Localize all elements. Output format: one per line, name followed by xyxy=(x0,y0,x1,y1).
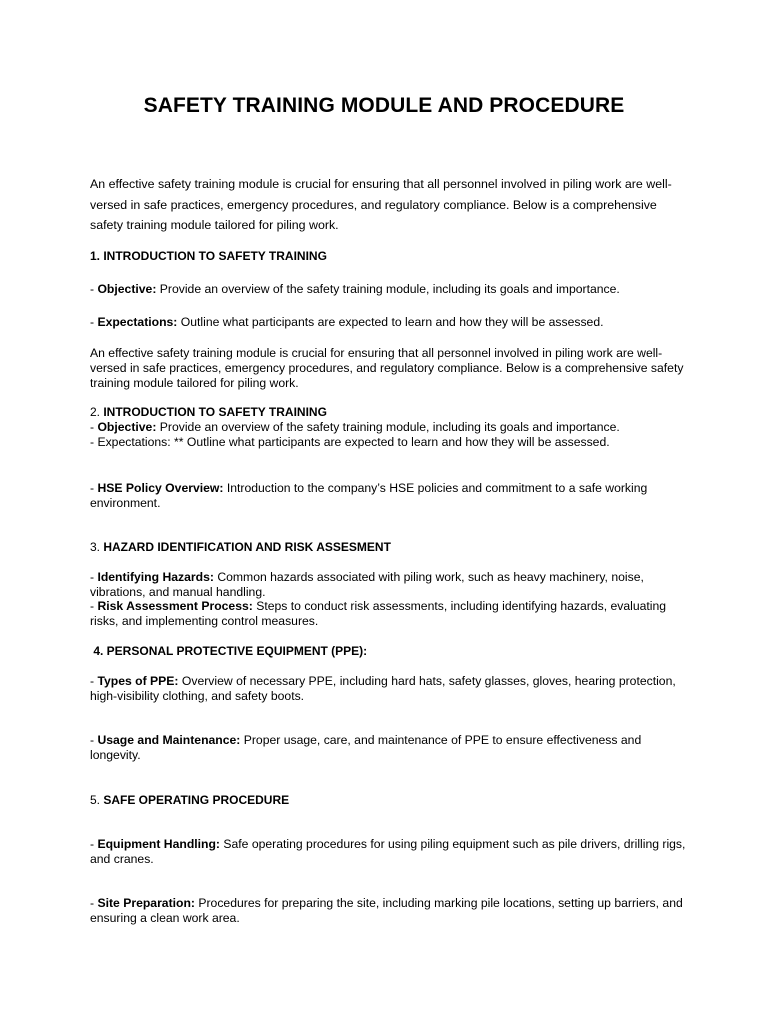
risk-assessment-process: - Risk Assessment Process: Steps to conduct risk assessments, including identifying hazards, evaluating risks, and implementing control measures. xyxy=(90,599,667,628)
intro-paragraph: An effective safety training module is crucial for ensuring that all personnel involved in piling work are well-versed in safe practices, emergency procedures, and regulatory compliance. Below is a comprehensive safety training module tailored for piling work. xyxy=(90,177,672,232)
section-2-heading: 2. INTRODUCTION TO SAFETY TRAINING xyxy=(90,405,327,419)
section-4-heading: 4. PERSONAL PROTECTIVE EQUIPMENT (PPE): xyxy=(90,644,368,658)
intro-paragraph-repeat: An effective safety training module is crucial for ensuring that all personnel involved in piling work are well-versed in safe practices, emergency procedures, and regulatory compliance. Below is a comprehensive safety training module tailored for piling work. xyxy=(90,346,684,390)
section-1-heading: 1. INTRODUCTION TO SAFETY TRAINING xyxy=(90,249,327,263)
types-of-ppe: - Types of PPE: Overview of necessary PPE, including hard hats, safety glasses, gloves, hearing protection, high-visibility clothing, and safety boots. xyxy=(90,674,676,703)
section-1-expectations: - Expectations: Outline what participants are expected to learn and how they will be assessed. xyxy=(90,315,604,329)
section-3-heading: 3. HAZARD IDENTIFICATION AND RISK ASSESMENT xyxy=(90,540,391,554)
hse-policy-overview: - HSE Policy Overview: Introduction to the company’s HSE policies and commitment to a safe working environment. xyxy=(90,481,648,510)
page-title: SAFETY TRAINING MODULE AND PROCEDURE xyxy=(143,94,625,117)
section-2-expectations: - Expectations: ** Outline what participants are expected to learn and how they will be assessed. xyxy=(90,435,610,449)
site-preparation: - Site Preparation: Procedures for preparing the site, including marking pile locations, setting up barriers, and ensuring a clean work area. xyxy=(90,896,683,925)
section-2-objective: - Objective: Provide an overview of the safety training module, including its goals and importance. xyxy=(90,420,620,434)
ppe-usage-maintenance: - Usage and Maintenance: Proper usage, care, and maintenance of PPE to ensure effectiveness and longevity. xyxy=(90,733,642,762)
section-1-objective: - Objective: Provide an overview of the safety training module, including its goals and importance. xyxy=(90,282,620,296)
identifying-hazards: - Identifying Hazards: Common hazards associated with piling work, such as heavy machinery, noise, vibrations, and manual handling. xyxy=(90,570,644,599)
section-5-heading: 5. SAFE OPERATING PROCEDURE xyxy=(90,793,290,807)
equipment-handling: - Equipment Handling: Safe operating procedures for using piling equipment such as pile drivers, drilling rigs, and cranes. xyxy=(90,837,686,866)
